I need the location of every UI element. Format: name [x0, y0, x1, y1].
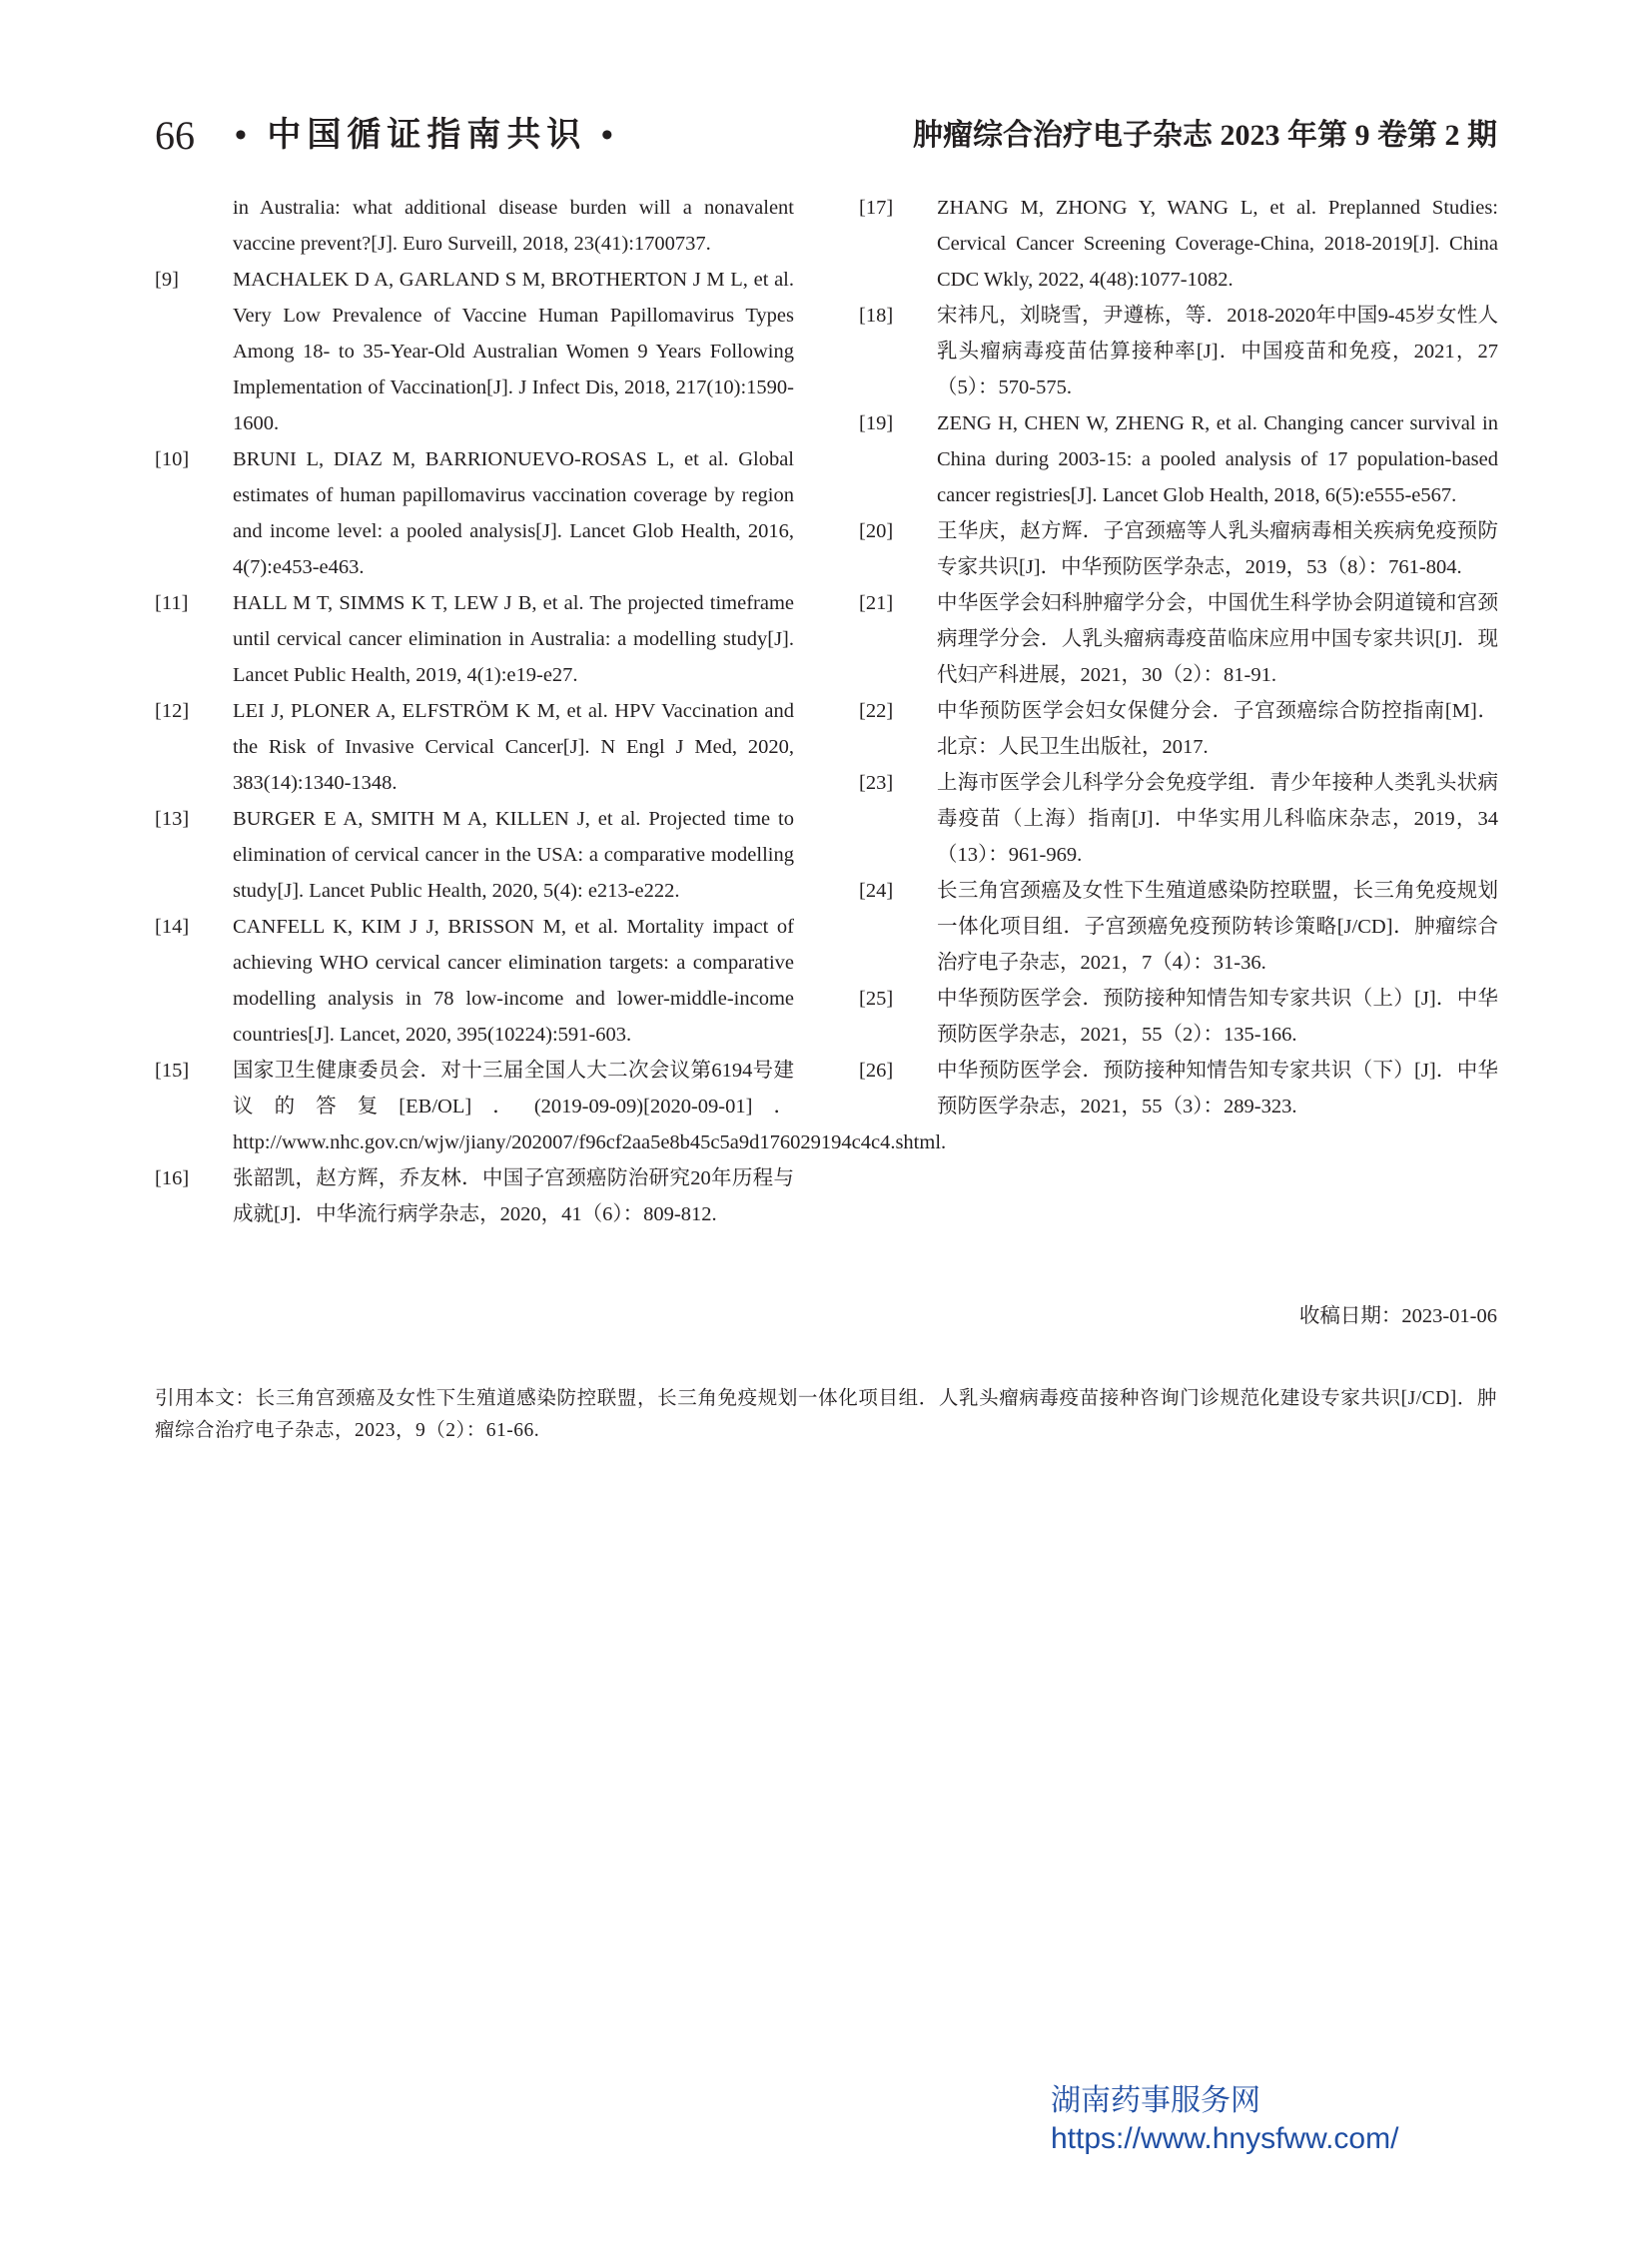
- reference-item: [155, 262, 794, 441]
- reference-number: [10]: [155, 448, 190, 470]
- journal-issue: 肿瘤综合治疗电子杂志 2023 年第 9 卷第 2 期: [913, 119, 1497, 152]
- reference-item: [155, 1160, 794, 1232]
- reference-text: 国家卫生健康委员会．对十三届全国人大二次会议第6194号建议的答复[EB/OL]．(2019-09-09)[2020-09-01]．http://www.nhc.gov.cn/wjw/jiany/202007/f96cf2aa5e8b45c5a9d176029194c4c4.shtml.: [233, 1060, 947, 1153]
- reference-number: [12]: [155, 700, 190, 722]
- reference-item: [155, 585, 794, 693]
- reference-text: 王华庆，赵方辉．子宫颈癌等人乳头瘤病毒相关疾病免疫预防专家共识[J]．中华预防医学杂志，2019，53（8）：761-804.: [937, 520, 1498, 578]
- reference-item: [155, 693, 794, 801]
- reference-text: 长三角宫颈癌及女性下生殖道感染防控联盟，长三角免疫规划一体化项目组．子宫颈癌免疫预防转诊策略[J/CD]．肿瘤综合治疗电子杂志，2021，7（4）：31-36.: [937, 880, 1498, 974]
- reference-number: [20]: [859, 520, 894, 542]
- page-number: 66: [155, 113, 195, 158]
- reference-item: [155, 909, 794, 1053]
- citation-note: 引用本文：长三角宫颈癌及女性下生殖道感染防控联盟，长三角免疫规划一体化项目组．人乳头瘤病毒疫苗接种咨询门诊规范化建设专家共识[J/CD]．肿瘤综合治疗电子杂志，2023，9（2）：61-66.: [155, 1388, 1497, 1441]
- reference-text: 中华医学会妇科肿瘤学分会，中国优生科学协会阴道镜和宫颈病理学分会．人乳头瘤病毒疫苗临床应用中国专家共识[J]．现代妇产科进展，2021，30（2）：81-91.: [937, 592, 1498, 686]
- reference-text: in Australia: what additional disease burden will a nonavalent vaccine prevent?[J]. Euro Surveill, 2018, 23(41):1700737.: [233, 197, 794, 255]
- received-date: 收稿日期：2023-01-06: [1298, 1305, 1497, 1327]
- reference-number: [18]: [859, 305, 894, 327]
- reference-item: [859, 298, 1498, 405]
- reference-number: [25]: [859, 988, 894, 1010]
- reference-number: [23]: [859, 772, 894, 794]
- reference-text: MACHALEK D A, GARLAND S M, BROTHERTON J M L, et al. Very Low Prevalence of Vaccine Human Papillomavirus Types Among 18- to 35-Year-Old Australian Women 9 Years Following Implementation of Vaccination[J]. J Infect Dis, 2018, 217(10):1590-1600.: [233, 269, 794, 434]
- reference-text: 张韶凯，赵方辉，乔友林．中国子宫颈癌防治研究20年历程与成就[J]．中华流行病学杂志，2020，41（6）：809-812.: [233, 1167, 794, 1225]
- reference-number: [19]: [859, 412, 894, 434]
- reference-item: [155, 190, 794, 262]
- reference-text: BURGER E A, SMITH M A, KILLEN J, et al. Projected time to elimination of cervical cancer in the USA: a comparative modelling study[J]. Lancet Public Health, 2020, 5(4): e213-e222.: [233, 808, 794, 902]
- reference-text: 中华预防医学会妇女保健分会．子宫颈癌综合防控指南[M]．北京：人民卫生出版社，2017.: [937, 700, 1498, 758]
- reference-number: [9]: [155, 269, 179, 291]
- reference-number: [14]: [155, 916, 190, 938]
- reference-text: HALL M T, SIMMS K T, LEW J B, et al. The projected timeframe until cervical cancer elimination in Australia: a modelling study[J]. Lancet Public Health, 2019, 4(1):e19-e27.: [233, 592, 794, 686]
- references-right-column: [859, 190, 1498, 1124]
- reference-number: [17]: [859, 197, 894, 219]
- reference-item: [859, 585, 1498, 693]
- reference-text: 中华预防医学会．预防接种知情告知专家共识（下）[J]．中华预防医学杂志，2021，55（3）：289-323.: [937, 1060, 1498, 1118]
- reference-item: [859, 693, 1498, 765]
- reference-number: [11]: [155, 592, 189, 614]
- reference-item: [859, 513, 1498, 585]
- reference-item: [859, 1053, 1498, 1124]
- reference-item: [155, 441, 794, 585]
- reference-text: ZHANG M, ZHONG Y, WANG L, et al. Preplanned Studies: Cervical Cancer Screening Coverage-China, 2018-2019[J]. China CDC Wkly, 2022, 4(48):1077-1082.: [937, 197, 1498, 291]
- reference-number: [21]: [859, 592, 894, 614]
- reference-number: [24]: [859, 880, 894, 902]
- reference-text: CANFELL K, KIM J J, BRISSON M, et al. Mortality impact of achieving WHO cervical cancer elimination targets: a comparative modelling analysis in 78 low-income and lower-middle-income countries[J]. Lancet, 2020, 395(10224):591-603.: [233, 916, 794, 1046]
- reference-item: [859, 190, 1498, 298]
- reference-number: [22]: [859, 700, 894, 722]
- section-title: • 中国循证指南共识 •: [235, 117, 619, 154]
- reference-text: 中华预防医学会．预防接种知情告知专家共识（上）[J]．中华预防医学杂志，2021，55（2）：135-166.: [937, 988, 1498, 1046]
- reference-item: [155, 801, 794, 909]
- reference-item: [859, 765, 1498, 873]
- reference-number: [15]: [155, 1060, 190, 1082]
- reference-text: 上海市医学会儿科学分会免疫学组．青少年接种人类乳头状病毒疫苗（上海）指南[J]．中华实用儿科临床杂志，2019，34（13）：961-969.: [937, 772, 1498, 866]
- reference-item: [859, 405, 1498, 513]
- reference-item: [859, 873, 1498, 981]
- page-header: [155, 110, 1497, 162]
- reference-text: ZENG H, CHEN W, ZHENG R, et al. Changing cancer survival in China during 2003-15: a pooled analysis of 17 population-based cancer registries[J]. Lancet Glob Health, 2018, 6(5):e555-e567.: [937, 412, 1498, 506]
- watermark-site-name: 湖南药事服务网: [1051, 2084, 1260, 2117]
- reference-number: [16]: [155, 1167, 190, 1189]
- watermark: [1051, 2082, 1398, 2158]
- reference-number: [13]: [155, 808, 190, 830]
- reference-number: [26]: [859, 1060, 894, 1082]
- reference-text: BRUNI L, DIAZ M, BARRIONUEVO-ROSAS L, et al. Global estimates of human papillomavirus vaccination coverage by region and income level: a pooled analysis[J]. Lancet Glob Health, 2016, 4(7):e453-e463.: [233, 448, 794, 578]
- reference-text: 宋祎凡，刘晓雪，尹遵栋，等．2018-2020年中国9-45岁女性人乳头瘤病毒疫苗估算接种率[J]．中国疫苗和免疫，2021，27（5）：570-575.: [937, 305, 1498, 398]
- reference-item: [859, 981, 1498, 1053]
- reference-text: LEI J, PLONER A, ELFSTRÖM K M, et al. HPV Vaccination and the Risk of Invasive Cervical Cancer[J]. N Engl J Med, 2020, 383(14):1340-1348.: [233, 700, 794, 794]
- watermark-url[interactable]: https://www.hnysfww.com/: [1051, 2122, 1399, 2155]
